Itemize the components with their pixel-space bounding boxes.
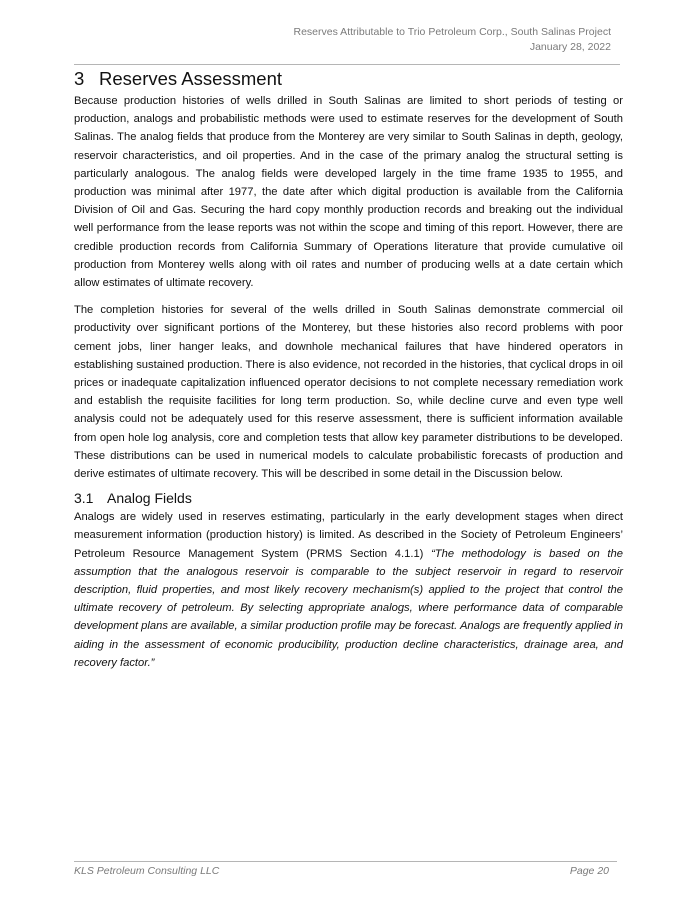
header-divider (74, 64, 620, 65)
section-heading (74, 66, 623, 92)
paragraph: The completion histories for several of the wells drilled in South Salinas demonstrate commercial oil productivity over significant portions of the Monterey, but these histories also record problems with poor cement jobs, liner hanger leaks, and downhole mechanical failures that have hindered operators in establishing sustained production. There is also evidence, not recorded in the histories, that cyclical drops in oil prices or inadequate capitalization influenced operator decisions to not complete necessary remediation work and establish the requisite facilities for long term production. So, while decline curve and even type well analysis could not be adequately used for this reserve assessment, there is sufficient information available from open hole log analysis, core and completion tests that allow key parameter distributions to be developed. These distributions can be used in numerical models to calculate probabilistic forecasts of production and derive estimates of ultimate recovery. This will be described in some detail in the Discussion below. (74, 304, 623, 481)
page-header (294, 25, 612, 55)
prms-quote: “The methodology is based on the assumption that the analogous reservoir is comparable to the subject reservoir in regard to reservoir description, fluid properties, and most likely recovery mechanism(s) applied to the project that control the ultimate recovery of petroleum. By selecting appropriate analogs, where performance data of comparable development plans are available, a similar production profile may be forecast. Analogs are frequently applied in aiding in the assessment of economic producibility, production decline characteristics, drainage area, and recovery factor.” (74, 547, 623, 669)
page-content (74, 66, 623, 672)
header-title: Reserves Attributable to Trio Petroleum Corp., South Salinas Project (293, 26, 611, 38)
subsection-number: 3.1 (74, 490, 94, 507)
section-number: 3 (74, 68, 85, 89)
paragraph: Because production histories of wells drilled in South Salinas are limited to short periods of testing or production, analogs and probabilistic methods were used to estimate reserves for the development of South Salinas. The analog fields that produce from the Monterey are very similar to South Salinas in depth, geology, reservoir characteristics, and oil properties. And in the case of the primary analog the structural setting is particularly analogous. The analog fields were developed largely in the time frame 1935 to 1955, and production was minimal after 1977, the date after which digital production is available from the California Division of Oil and Gas. Securing the hard copy monthly production records and breaking out the individual well performance from the lease reports was not within the scope and timing of this report. However, there are credible production records from California Summary of Operations literature that provide cumulative oil production from Monterey wells along with oil rates and number of producing wells at a date certain which allow estimates of ultimate recovery. (74, 95, 623, 290)
analog-paragraph (74, 508, 623, 672)
subsection-heading (74, 489, 623, 508)
footer-company: KLS Petroleum Consulting LLC (74, 865, 220, 877)
subsection-title: Analog Fields (107, 490, 192, 507)
footer-page-number: Page 20 (569, 865, 609, 877)
footer-divider (74, 861, 617, 862)
analog-intro: Analogs are widely used in reserves estimating, particularly in the early development stages when direct measurement information (production history) is limited. As described in the Society of Petroleum Engineers’ Petroleum Resource Management System (PRMS Section 4.1.1) (74, 511, 623, 560)
section-title: Reserves Assessment (99, 68, 283, 89)
header-date: January 28, 2022 (529, 41, 611, 53)
